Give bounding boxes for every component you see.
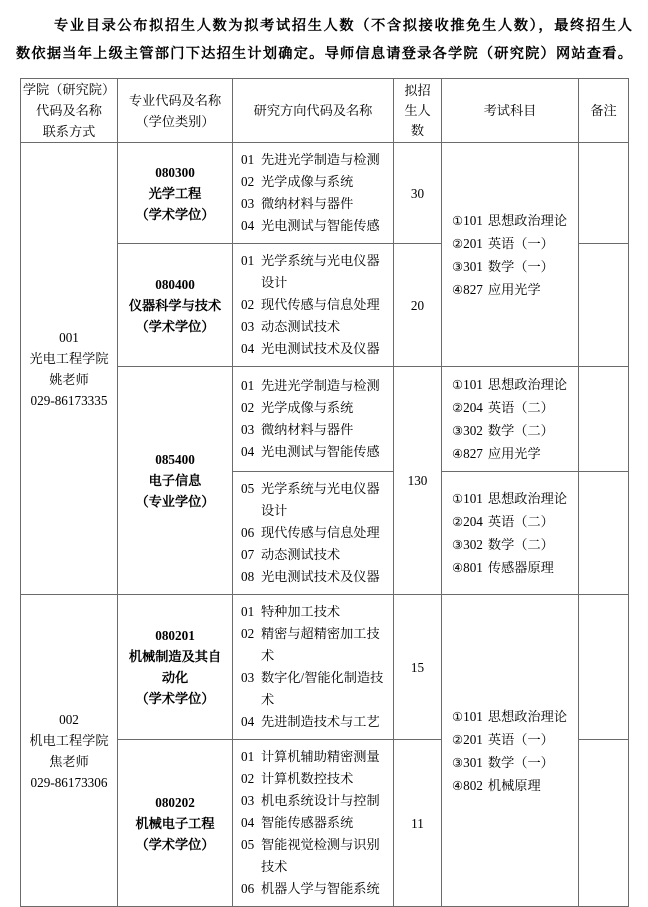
list-item	[241, 667, 389, 711]
list-item	[452, 487, 574, 510]
list-item	[241, 601, 389, 623]
header-exam-label: 考试科目	[483, 103, 537, 118]
exam-name: 思想政治理论	[487, 212, 568, 228]
direction-number: 01	[241, 604, 255, 619]
notice-paragraph	[0, 0, 648, 72]
direction-number: 02	[241, 771, 255, 786]
direction-text: 智能传感器系统	[261, 815, 354, 830]
list-item	[452, 533, 574, 556]
major-code: 080400	[155, 276, 195, 292]
exam-mark: ④	[452, 777, 464, 793]
exam-cell	[442, 143, 579, 367]
major-cell	[118, 595, 233, 740]
exam-name: 传感器原理	[487, 560, 554, 575]
direction-text: 动态测试技术	[261, 547, 341, 562]
direction-number: 04	[241, 341, 255, 356]
direction-number: 03	[241, 422, 255, 437]
research-direction-list	[233, 369, 393, 469]
exam-code: 827	[463, 281, 483, 297]
list-item	[452, 232, 574, 255]
header-quota	[394, 79, 442, 143]
admissions-table	[20, 78, 629, 907]
exam-name: 思想政治理论	[487, 708, 568, 724]
list-item	[241, 338, 389, 360]
list-item	[241, 250, 389, 294]
direction-number: 02	[241, 174, 255, 189]
direction-number: 03	[241, 319, 255, 334]
college-code: 001	[59, 329, 79, 345]
list-item	[241, 834, 389, 878]
exam-name: 思想政治理论	[487, 377, 568, 392]
list-item	[241, 522, 389, 544]
table-row	[21, 143, 629, 244]
exam-code: 101	[463, 377, 483, 392]
exam-subject-list	[442, 699, 578, 803]
direction-text: 机器人学与智能系统	[261, 881, 380, 896]
exam-name: 应用光学	[487, 281, 541, 297]
exam-name: 英语（一）	[487, 235, 554, 251]
header-quota-line-1: 拟招	[404, 82, 431, 98]
exam-name: 英语（二）	[487, 514, 554, 529]
header-research-label: 研究方向代码及名称	[253, 103, 373, 118]
exam-code: 801	[463, 560, 483, 575]
list-item	[452, 419, 574, 442]
exam-code: 204	[463, 400, 483, 415]
header-college-line-3: 联系方式	[42, 124, 96, 139]
exam-mark: ①	[452, 708, 464, 724]
major-degree: （学术学位）	[135, 206, 215, 222]
exam-name: 英语（一）	[487, 731, 554, 747]
research-cell	[233, 244, 394, 367]
exam-code: 101	[463, 708, 483, 724]
exam-mark: ④	[452, 446, 464, 461]
college-code: 002	[59, 711, 79, 727]
direction-text: 光学系统与光电仪器设计	[261, 481, 380, 518]
college-name: 机电工程学院	[29, 732, 109, 748]
header-major-line-1: 专业代码及名称	[128, 92, 222, 108]
list-item	[452, 278, 574, 301]
direction-number: 04	[241, 444, 255, 459]
list-item	[452, 373, 574, 396]
major-code: 080300	[155, 164, 195, 180]
remark-cell	[579, 472, 629, 595]
header-exam	[442, 79, 579, 143]
direction-text: 精密与超精密加工技术	[261, 626, 380, 663]
remark-cell	[579, 740, 629, 907]
header-college-line-1: 学院（研究院）	[22, 82, 116, 97]
header-research	[233, 79, 394, 143]
research-direction-list	[233, 472, 393, 594]
exam-code: 302	[463, 423, 483, 438]
direction-number: 02	[241, 400, 255, 415]
research-cell	[233, 367, 394, 472]
major-degree: （学术学位）	[135, 836, 215, 852]
major-degree: （专业学位）	[135, 494, 215, 509]
exam-code: 802	[463, 777, 483, 793]
direction-text: 光学系统与光电仪器设计	[261, 253, 380, 290]
direction-text: 微纳材料与器件	[261, 422, 354, 437]
exam-name: 机械原理	[487, 777, 541, 793]
exam-mark: ④	[452, 560, 464, 575]
direction-text: 光电测试技术及仪器	[261, 569, 380, 584]
exam-name: 数学（二）	[487, 537, 554, 552]
exam-cell	[442, 595, 579, 907]
exam-code: 101	[463, 212, 483, 228]
exam-code: 101	[463, 491, 483, 506]
major-name: 机械电子工程	[135, 815, 215, 831]
list-item	[241, 768, 389, 790]
header-major	[118, 79, 233, 143]
direction-number: 01	[241, 749, 255, 764]
research-direction-list	[233, 595, 393, 739]
header-college-line-2: 代码及名称	[36, 103, 102, 118]
exam-mark: ②	[452, 235, 464, 251]
direction-text: 光电测试技术及仪器	[261, 341, 380, 356]
list-item	[241, 711, 389, 733]
college-teacher: 焦老师	[49, 753, 89, 769]
header-remark-label: 备注	[590, 103, 617, 118]
exam-mark: ②	[452, 731, 464, 747]
quota-cell: 11	[394, 740, 442, 907]
research-cell	[233, 595, 394, 740]
exam-name: 英语（二）	[487, 400, 554, 415]
quota-cell: 130	[394, 367, 442, 595]
table-header-row	[21, 79, 629, 143]
list-item	[241, 478, 389, 522]
exam-name: 数学（一）	[487, 754, 554, 770]
list-item	[241, 294, 389, 316]
list-item	[452, 255, 574, 278]
direction-number: 03	[241, 793, 255, 808]
direction-number: 04	[241, 218, 255, 233]
header-quota-line-3: 数	[410, 122, 425, 138]
research-cell	[233, 143, 394, 244]
direction-number: 01	[241, 152, 255, 167]
direction-text: 光学成像与系统	[261, 174, 354, 189]
direction-number: 04	[241, 714, 255, 729]
exam-code: 301	[463, 754, 483, 770]
table-row	[21, 595, 629, 740]
exam-mark: ②	[452, 400, 464, 415]
college-cell-001	[21, 143, 118, 595]
exam-cell	[442, 367, 579, 472]
exam-mark: ①	[452, 491, 464, 506]
exam-subject-list	[442, 481, 578, 585]
exam-name: 思想政治理论	[487, 491, 568, 506]
college-phone: 029-86173335	[30, 392, 108, 408]
list-item	[452, 556, 574, 579]
list-item	[241, 215, 389, 237]
list-item	[241, 171, 389, 193]
list-item	[452, 774, 574, 797]
major-cell	[118, 244, 233, 367]
exam-code: 201	[463, 235, 483, 251]
direction-text: 机电系统设计与控制	[261, 793, 380, 808]
exam-subject-list	[442, 367, 578, 471]
major-degree: （学术学位）	[135, 691, 215, 706]
major-cell	[118, 143, 233, 244]
list-item	[241, 397, 389, 419]
list-item	[452, 728, 574, 751]
direction-text: 光电测试与智能传感	[261, 218, 380, 233]
direction-text: 光学成像与系统	[261, 400, 354, 415]
list-item	[241, 878, 389, 900]
direction-number: 02	[241, 626, 255, 641]
direction-text: 先进制造技术与工艺	[261, 714, 380, 729]
major-code: 085400	[155, 452, 195, 467]
exam-mark: ④	[452, 281, 464, 297]
direction-number: 01	[241, 253, 255, 268]
research-cell	[233, 740, 394, 907]
exam-name: 数学（二）	[487, 423, 554, 438]
table-container	[0, 72, 648, 907]
quota-cell: 20	[394, 244, 442, 367]
list-item	[241, 316, 389, 338]
header-remark	[579, 79, 629, 143]
exam-mark: ①	[452, 377, 464, 392]
research-direction-list	[233, 740, 393, 906]
direction-text: 现代传感与信息处理	[261, 525, 380, 540]
direction-text: 光电测试与智能传感	[261, 444, 380, 459]
major-name: 仪器科学与技术	[128, 297, 222, 313]
header-major-line-2: （学位类别）	[135, 113, 215, 129]
college-cell-002	[21, 595, 118, 907]
header-college	[21, 79, 118, 143]
major-name: 电子信息	[148, 473, 202, 488]
notice-line-2: 数依据当年上级主管部门下达招生计划确定。导师信息请登录各学院（研究院）网站查看。	[16, 46, 632, 62]
direction-text: 智能视觉检测与识别技术	[261, 837, 380, 874]
exam-name: 数学（一）	[487, 258, 554, 274]
direction-number: 03	[241, 196, 255, 211]
direction-number: 03	[241, 670, 255, 685]
list-item	[241, 566, 389, 588]
exam-mark: ③	[452, 423, 464, 438]
exam-cell	[442, 472, 579, 595]
research-cell	[233, 472, 394, 595]
list-item	[241, 746, 389, 768]
list-item	[452, 442, 574, 465]
list-item	[452, 510, 574, 533]
list-item	[452, 396, 574, 419]
direction-text: 先进光学制造与检测	[261, 378, 380, 393]
research-direction-list	[233, 143, 393, 243]
remark-cell	[579, 244, 629, 367]
exam-mark: ③	[452, 754, 464, 770]
remark-cell	[579, 595, 629, 740]
list-item	[241, 419, 389, 441]
list-item	[241, 623, 389, 667]
major-name-line-2: 动化	[161, 670, 189, 685]
direction-number: 02	[241, 297, 255, 312]
direction-text: 计算机辅助精密测量	[261, 749, 380, 764]
list-item	[241, 149, 389, 171]
direction-text: 微纳材料与器件	[261, 196, 354, 211]
direction-text: 特种加工技术	[261, 604, 341, 619]
direction-number: 07	[241, 547, 255, 562]
exam-name: 应用光学	[487, 446, 541, 461]
exam-mark: ②	[452, 514, 464, 529]
notice-line-1: 专业目录公布拟招生人数为拟考试招生人数（不含拟接收推免生人数），最终招生人	[54, 18, 632, 34]
list-item	[241, 441, 389, 463]
remark-cell	[579, 143, 629, 244]
college-teacher: 姚老师	[49, 371, 89, 387]
exam-code: 201	[463, 731, 483, 747]
direction-number: 04	[241, 815, 255, 830]
direction-text: 计算机数控技术	[261, 771, 354, 786]
list-item	[452, 751, 574, 774]
exam-code: 827	[463, 446, 483, 461]
major-name: 光学工程	[148, 185, 202, 201]
major-name-line-1: 机械制造及其自	[128, 649, 222, 664]
major-degree: （学术学位）	[135, 318, 215, 334]
list-item	[241, 812, 389, 834]
header-quota-line-2: 生人	[404, 102, 431, 118]
major-cell	[118, 367, 233, 595]
college-phone: 029-86173306	[30, 774, 108, 790]
exam-code: 204	[463, 514, 483, 529]
direction-text: 先进光学制造与检测	[261, 152, 380, 167]
direction-number: 05	[241, 837, 255, 852]
list-item	[241, 544, 389, 566]
exam-subject-list	[442, 203, 578, 307]
direction-text: 现代传感与信息处理	[261, 297, 380, 312]
direction-text: 动态测试技术	[261, 319, 341, 334]
list-item	[241, 193, 389, 215]
college-name: 光电工程学院	[29, 350, 109, 366]
direction-number: 06	[241, 881, 255, 896]
direction-number: 08	[241, 569, 255, 584]
list-item	[241, 790, 389, 812]
major-code: 080202	[155, 794, 195, 810]
exam-code: 301	[463, 258, 483, 274]
exam-mark: ③	[452, 258, 464, 274]
list-item	[452, 705, 574, 728]
direction-text: 数字化/智能化制造技术	[261, 670, 384, 707]
list-item	[452, 209, 574, 232]
quota-cell: 15	[394, 595, 442, 740]
research-direction-list	[233, 244, 393, 366]
exam-mark: ③	[452, 537, 464, 552]
direction-number: 06	[241, 525, 255, 540]
exam-mark: ①	[452, 212, 464, 228]
direction-number: 05	[241, 481, 255, 496]
exam-code: 302	[463, 537, 483, 552]
major-cell	[118, 740, 233, 907]
major-code: 080201	[155, 628, 195, 643]
quota-cell: 30	[394, 143, 442, 244]
remark-cell	[579, 367, 629, 472]
direction-number: 01	[241, 378, 255, 393]
list-item	[241, 375, 389, 397]
